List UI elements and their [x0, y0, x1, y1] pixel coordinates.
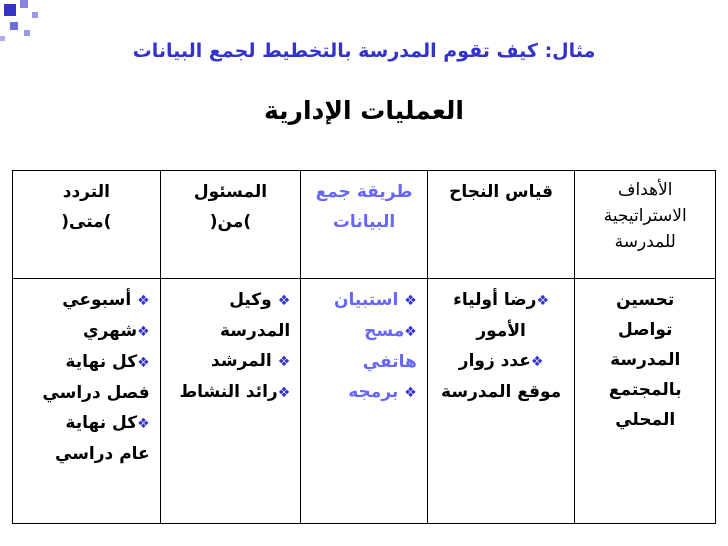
bullet-icon: ❖ [137, 416, 150, 432]
admin-operations-table [12, 170, 716, 524]
method-item: مسح [364, 321, 405, 341]
bullet-icon: ❖ [277, 354, 291, 370]
method-line: هاتفي [362, 352, 417, 372]
success-line [438, 346, 565, 377]
header-goals-line: الاستراتيجية [603, 206, 687, 226]
frequency-item: أسبوعي [62, 290, 132, 310]
goals-line: تواصل [617, 320, 673, 340]
header-responsible-line: المسئول [193, 182, 268, 202]
responsible-line [171, 346, 291, 377]
bullet-icon: ❖ [277, 385, 291, 401]
cell-frequency [13, 279, 161, 524]
cell-responsible [160, 279, 301, 524]
slide-title: مثال: كيف تقوم المدرسة بالتخطيط لجمع البيانات [132, 40, 596, 62]
bullet-icon: ❖ [137, 355, 150, 371]
cell-success [427, 279, 575, 524]
header-success-label: قياس النجاح [449, 182, 554, 202]
goals-line: بالمجتمع [608, 380, 682, 400]
header-method-line: البيانات [332, 212, 396, 232]
bullet-icon: ❖ [277, 293, 291, 309]
success-line: موقع المدرسة [441, 382, 562, 402]
responsible-item: وكيل [229, 290, 272, 310]
success-item: عدد زوار [458, 351, 531, 371]
method-line [311, 377, 417, 408]
responsible-item: المرشد [211, 351, 272, 371]
cell-goals [575, 279, 716, 524]
success-item: رضا أولياء [453, 290, 537, 310]
header-goals [575, 171, 716, 279]
method-line [311, 285, 417, 316]
bullet-icon: ❖ [530, 354, 544, 370]
responsible-line [171, 377, 291, 408]
method-item: استبيان [334, 290, 399, 310]
slide-subtitle: العمليات الإدارية [264, 96, 464, 125]
frequency-line: عام دراسي [55, 444, 150, 464]
corner-decoration [0, 0, 60, 48]
success-line: الأمور [476, 321, 526, 341]
data-row [13, 279, 716, 524]
bullet-icon: ❖ [536, 293, 550, 309]
header-responsible-line: )من( [209, 212, 252, 232]
goals-line: المحلي [615, 410, 676, 430]
header-frequency-line: )متى( [61, 212, 112, 232]
bullet-icon: ❖ [137, 324, 150, 340]
method-line [311, 316, 417, 347]
bullet-icon: ❖ [137, 293, 150, 309]
header-row [13, 171, 716, 279]
header-frequency [13, 171, 161, 279]
header-success [427, 171, 575, 279]
frequency-line [23, 408, 150, 439]
frequency-item: شهري [82, 321, 138, 341]
frequency-line [23, 316, 150, 347]
cell-method [301, 279, 428, 524]
frequency-item: كل نهاية [65, 413, 138, 433]
responsible-line [171, 285, 291, 316]
frequency-line [23, 347, 150, 378]
success-line [438, 285, 565, 316]
header-goals-line: للمدرسة [614, 232, 676, 252]
header-frequency-line: التردد [62, 182, 110, 202]
bullet-icon: ❖ [404, 293, 417, 309]
frequency-item: كل نهاية [65, 352, 138, 372]
responsible-item: رائد النشاط [179, 382, 278, 402]
header-goals-line: الأهداف [617, 180, 673, 200]
frequency-line [23, 285, 150, 316]
bullet-icon: ❖ [404, 385, 417, 401]
method-item: برمجه [348, 382, 399, 402]
header-method [301, 171, 428, 279]
goals-line: المدرسة [610, 350, 681, 370]
bullet-icon: ❖ [404, 324, 417, 340]
frequency-line: فصل دراسي [42, 383, 150, 403]
goals-line: تحسين [616, 290, 675, 310]
header-method-line: طريقة جمع [315, 182, 413, 202]
header-responsible [160, 171, 301, 279]
responsible-line: المدرسة [220, 321, 291, 341]
